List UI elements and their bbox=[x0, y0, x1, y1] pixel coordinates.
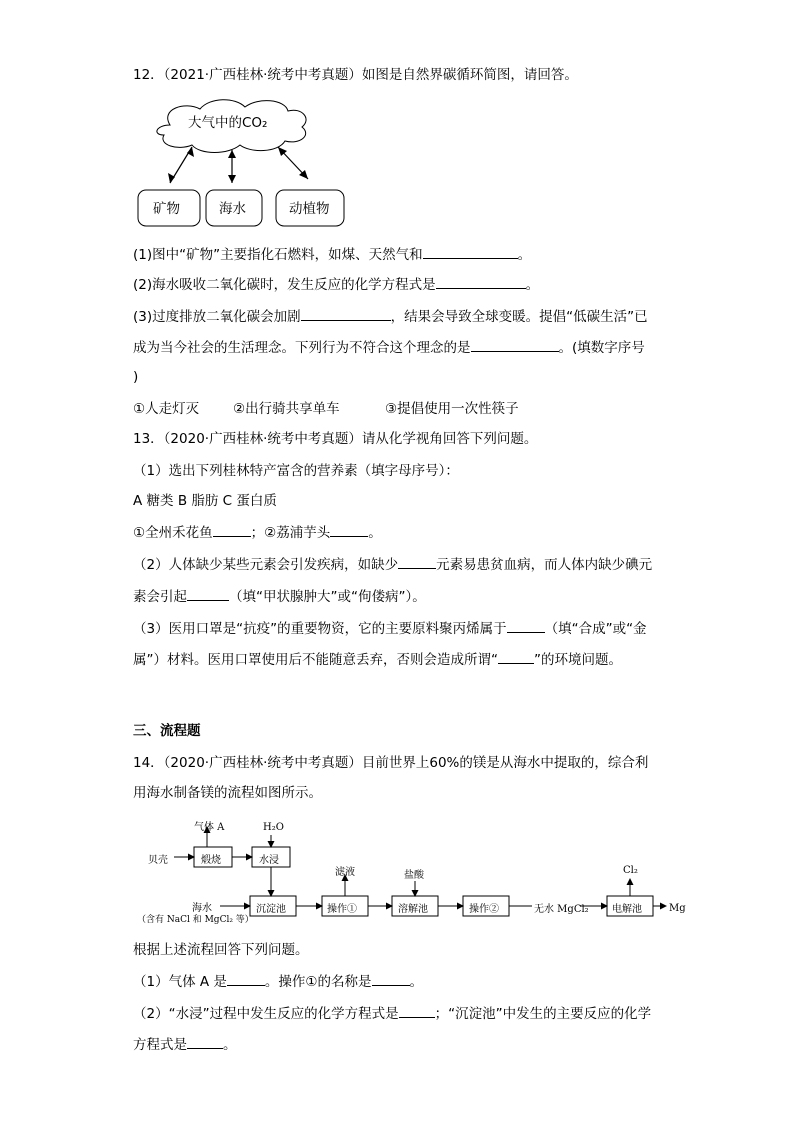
dissolve-label: 溶解池 bbox=[398, 904, 428, 915]
cloud-label: 大气中的CO₂ bbox=[188, 115, 268, 131]
answer-blank[interactable] bbox=[399, 1003, 435, 1018]
water-label: H₂O bbox=[263, 822, 284, 833]
answer-blank[interactable] bbox=[227, 971, 265, 986]
q12-options bbox=[133, 399, 519, 419]
q13-p2-text: （2）人体缺少某些元素会引发疾病，如缺少 bbox=[133, 557, 399, 573]
gas-a-label: 气体 A bbox=[194, 822, 225, 833]
answer-blank[interactable] bbox=[398, 554, 436, 569]
q14-p1-mid: 。操作①的名称是 bbox=[264, 974, 372, 990]
q12-p3-cont bbox=[133, 337, 645, 358]
answer-blank[interactable] bbox=[187, 1034, 223, 1049]
op2-label: 操作② bbox=[469, 904, 499, 915]
q12-p2-end: 。 bbox=[525, 277, 540, 293]
chlorine-label: Cl₂ bbox=[623, 865, 638, 876]
q14-p1 bbox=[133, 971, 423, 992]
q14-p2 bbox=[133, 1003, 651, 1024]
q13-p2 bbox=[133, 554, 652, 575]
q13-item-end: 。 bbox=[368, 525, 382, 541]
hcl-label: 盐酸 bbox=[404, 870, 424, 881]
q14-header: 14．（2020·广西桂林·统考中考真题）目前世界上60%的镁是从海水中提取的，综合利 bbox=[133, 755, 649, 771]
q13-choices: A 糖类 B 脂肪 C 蛋白质 bbox=[133, 493, 277, 509]
answer-blank[interactable] bbox=[498, 649, 534, 664]
q12-p3-text2: 成为当今社会的生活理念。下列行为不符合这个理念的是 bbox=[133, 340, 471, 356]
q14-p2-end: 。 bbox=[223, 1037, 237, 1053]
answer-blank[interactable] bbox=[372, 971, 410, 986]
q13-p1: （1）选出下列桂林特产富含的营养素（填字母序号）： bbox=[133, 463, 459, 479]
answer-blank[interactable] bbox=[330, 522, 368, 537]
q12-p2 bbox=[133, 274, 539, 295]
option-1: ①人走灯灭 bbox=[133, 401, 200, 417]
seawater-label: 海水 bbox=[192, 903, 212, 914]
answer-blank[interactable] bbox=[507, 618, 545, 633]
seawater-note: （含有 NaCl 和 MgCl₂ 等） bbox=[137, 915, 254, 925]
q13-p2-cont bbox=[133, 586, 426, 607]
q12-p1-end: 。 bbox=[517, 247, 532, 263]
q14-header-cont: 用海水制备镁的流程如图所示。 bbox=[133, 785, 322, 801]
q13-item2: ；②荔浦芋头 bbox=[250, 525, 331, 541]
q12-header: 12．（2021·广西桂林·统考中考真题）如图是自然界碳循环简图，请回答。 bbox=[133, 67, 578, 83]
q13-p3-cont bbox=[133, 649, 622, 670]
q14-p2-cont bbox=[133, 1034, 237, 1055]
q13-p2-mid: 元素易患贫血病，而人体内缺少碘元 bbox=[436, 557, 653, 573]
q14-p1-text: （1）气体 A 是 bbox=[133, 974, 227, 990]
q14-intro: 根据上述流程回答下列问题。 bbox=[133, 942, 309, 958]
q14-p2-mid: ；“沉淀池”中发生的主要反应的化学 bbox=[434, 1006, 652, 1022]
q13-item1: ①全州禾花鱼 bbox=[133, 525, 213, 541]
q14-p2-text: （2）“水浸”过程中发生反应的化学方程式是 bbox=[133, 1006, 399, 1022]
q12-p3 bbox=[133, 306, 648, 327]
q12-p3-mid: ，结果会导致全球变暖。提倡“低碳生活”已 bbox=[390, 309, 648, 325]
shell-label: 贝壳 bbox=[148, 855, 168, 866]
organisms-label: 动植物 bbox=[289, 201, 330, 217]
q12-p1-text: (1)图中“矿物”主要指化石燃料，如煤、天然气和 bbox=[133, 247, 423, 263]
q12-p2-text: (2)海水吸收二氧化碳时，发生反应的化学方程式是 bbox=[133, 277, 436, 293]
q13-p3-end: ”的环境问题。 bbox=[534, 652, 622, 668]
q13-p3-mid: （填“合成”或“金 bbox=[544, 621, 647, 637]
q13-p1-answers bbox=[133, 522, 382, 543]
q13-p3-text2: 属”）材料。医用口罩使用后不能随意丢弃，否则会造成所谓“ bbox=[133, 652, 498, 668]
answer-blank[interactable] bbox=[471, 337, 559, 352]
q12-p3-close: ) bbox=[133, 369, 139, 385]
answer-blank[interactable] bbox=[187, 586, 229, 601]
q14-p2-text2: 方程式是 bbox=[133, 1037, 187, 1053]
option-3: ③提倡使用一次性筷子 bbox=[385, 401, 519, 417]
q13-header: 13．（2020·广西桂林·统考中考真题）请从化学视角回答下列问题。 bbox=[133, 431, 538, 447]
soak-label: 水浸 bbox=[259, 855, 279, 866]
answer-blank[interactable] bbox=[436, 274, 526, 289]
calcine-label: 煅烧 bbox=[201, 855, 221, 866]
q12-p3-end: 。(填数字序号 bbox=[558, 340, 645, 356]
magnesium-label: Mg bbox=[669, 903, 686, 914]
q13-p2-text2: 素会引起 bbox=[133, 589, 187, 605]
q13-p3 bbox=[133, 618, 647, 639]
settle-label: 沉淀池 bbox=[256, 904, 286, 915]
anhydrous-label: 无水 MgCl₂ bbox=[534, 904, 589, 915]
q13-p3-text: （3）医用口罩是“抗疫”的重要物资，它的主要原料聚丙烯属于 bbox=[133, 621, 507, 637]
seawater-label: 海水 bbox=[219, 201, 246, 217]
filtrate-label: 滤液 bbox=[335, 867, 355, 878]
q13-p2-end: （填“甲状腺肿大”或“佝偻病”）。 bbox=[229, 589, 426, 605]
minerals-label: 矿物 bbox=[153, 201, 180, 217]
section-heading: 三、流程题 bbox=[133, 723, 201, 739]
answer-blank[interactable] bbox=[423, 244, 518, 259]
op1-label: 操作① bbox=[327, 904, 357, 915]
q14-p1-end: 。 bbox=[409, 974, 424, 990]
q12-p1 bbox=[133, 244, 531, 265]
answer-blank[interactable] bbox=[301, 306, 391, 321]
electrolysis-label: 电解池 bbox=[612, 904, 642, 915]
q12-p3-text: (3)过度排放二氧化碳会加剧 bbox=[133, 309, 301, 325]
answer-blank[interactable] bbox=[213, 522, 251, 537]
option-2: ②出行骑共享单车 bbox=[233, 401, 340, 417]
